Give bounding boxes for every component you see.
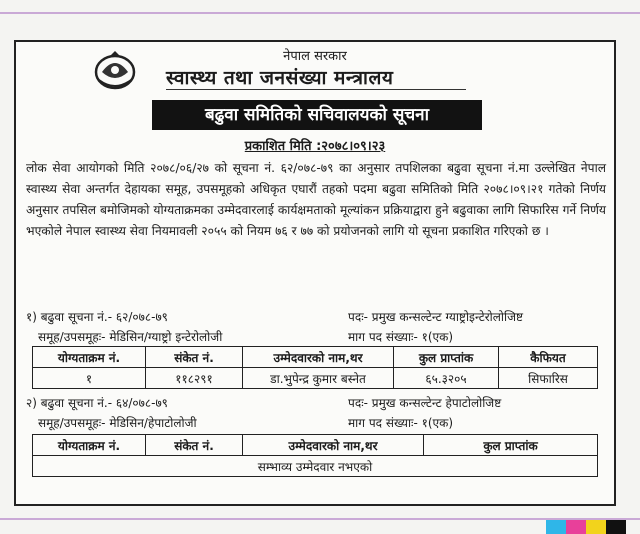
section1-table: [32, 346, 598, 389]
ministry-name: स्वास्थ्य तथा जनसंख्या मन्त्रालय: [166, 67, 394, 89]
column-header-name: उम्मेदवारको नाम,थर: [243, 435, 424, 456]
cell-total: ६५.३२०५: [394, 368, 499, 389]
government-name: नेपाल सरकार: [283, 49, 347, 64]
section2-post: पदः- प्रमुख कन्सल्टेन्ट हेपाटोलोजिष्ट: [348, 396, 502, 410]
cell-rank: १: [33, 368, 146, 389]
notice-header: [16, 42, 614, 142]
notice-title-banner: बढुवा समितिको सचिवालयको सूचना: [152, 100, 482, 130]
column-header-rank: योग्यताक्रम नं.: [33, 347, 146, 368]
section1-post: पदः- प्रमुख कन्सल्टेन्ट ग्याष्ट्रोइन्टेरोलोजिष्ट: [348, 310, 524, 324]
top-accent-line: [0, 12, 640, 14]
cell-remarks: सिफारिस: [499, 368, 598, 389]
column-header-total: कुल प्राप्तांक: [394, 347, 499, 368]
published-date: [16, 136, 614, 154]
section2-demand: माग पद संख्याः- १(एक): [348, 416, 454, 430]
bottom-accent-line: [0, 518, 640, 520]
column-header-code: संकेत नं.: [146, 347, 243, 368]
published-date-text: प्रकाशित मिति :२०७८।०९।२३: [244, 139, 386, 154]
section2-group: समूह/उपसमूहः- मेडिसिन/हेपाटोलोजी: [38, 416, 197, 430]
section1-notice-number: १) बढुवा सूचना नं.- ६२/०७८-७९: [26, 310, 168, 324]
table-header-row: [33, 347, 598, 368]
table-header-row: [33, 435, 598, 456]
yellow-color-swatch: [586, 520, 606, 534]
section2-notice-number: २) बढुवा सूचना नं.- ६४/०७८-७९: [26, 396, 168, 410]
section1-demand: माग पद संख्याः- १(एक): [348, 330, 454, 344]
cell-name: डा.भुपेन्द्र कुमार बस्नेत: [243, 368, 394, 389]
table-row: [33, 456, 598, 477]
section1-group: समूह/उपसमूहः- मेडिसिन/ग्याष्ट्रो इन्टेरोलोजी: [38, 330, 223, 344]
cell-code: ११८२९१: [146, 368, 243, 389]
column-header-code: संकेत नं.: [146, 435, 243, 456]
table-row: [33, 368, 598, 389]
column-header-total: कुल प्राप्तांक: [424, 435, 598, 456]
cyan-color-swatch: [546, 520, 566, 534]
notice-body-paragraph: लोक सेवा आयोगको मिति २०७८/०६/२७ को सूचना नं. ६२/०७८-७९ का अनुसार तपशिलका बढुवा सूचना नं.मा उल्लेखित नेपाल स्वास्थ्य सेवा अन्तर्गत देहायका समूह, उपसमूहको अधिकृत एघारौं तहको पदमा बढुवा समितिको मिति २०७८।०९।२१ गतेको निर्णय अनुसार तपसिल बमोजिमको योग्यताक्रमका उम्मेदवारलाई कार्यक्षमताको मूल्यांकन प्रक्रियाद्वारा हुने बढुवाका लागि सिफारिस गर्ने निर्णय भएकोले नेपाल स्वास्थ्य सेवा नियमावली २०५५ को नियम ७६ र ७७ को प्रयोजनको लागि यो सूचना प्रकाशित गरिएको छ ।: [26, 161, 606, 238]
magenta-color-swatch: [566, 520, 586, 534]
column-header-remarks: कैफियत: [499, 347, 598, 368]
column-header-rank: योग्यताक्रम नं.: [33, 435, 146, 456]
ministry-underline: [166, 89, 466, 90]
notice-frame: [14, 40, 616, 506]
column-header-name: उम्मेदवारको नाम,थर: [243, 347, 394, 368]
section2-table: [32, 434, 598, 477]
black-color-swatch: [606, 520, 626, 534]
no-candidate-note: सम्भाव्य उम्मेदवार नभएको: [33, 456, 598, 477]
